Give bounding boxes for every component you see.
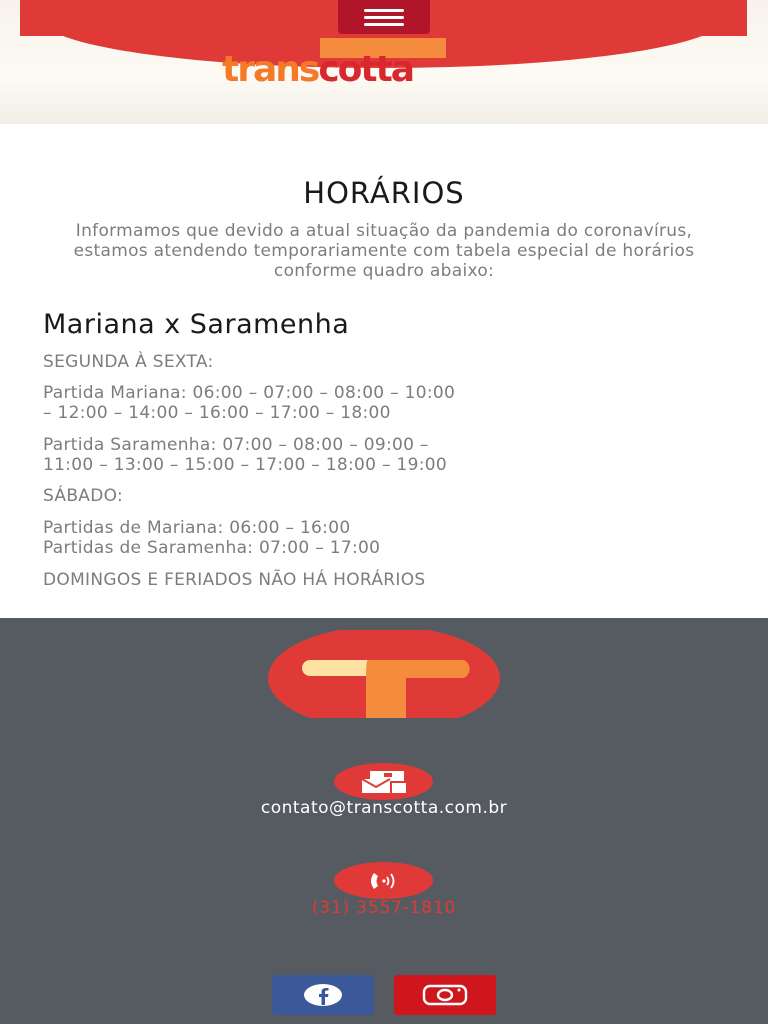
brand-part-1: trans [222,49,319,90]
phone-icon-badge [334,862,433,899]
brand-part-2: cotta [318,49,414,90]
intro-text: Informamos que devido a atual situação da pandemia do coronavírus, estamos atendendo temporariamente com tabela especial de horários conforme quadro abaixo: [73,221,695,281]
site-header [0,0,768,124]
email-icon-badge [334,763,433,800]
hamburger-icon [364,9,404,12]
weekday-saramenha-line-2: 11:00 – 13:00 – 15:00 – 17:00 – 18:00 – 19:00 [43,455,447,475]
weekday-label: SEGUNDA À SEXTA: [43,352,214,372]
brand-logo[interactable] [222,49,414,90]
weekday-mariana-line-2: – 12:00 – 14:00 – 16:00 – 17:00 – 18:00 [43,403,391,423]
transcotta-t-logo-icon [268,630,500,718]
sunday-note: DOMINGOS E FERIADOS NÃO HÁ HORÁRIOS [43,570,426,590]
hamburger-icon-line [364,16,404,19]
phone-link[interactable]: (31) 3557-1810 [311,898,457,918]
instagram-icon [422,984,468,1006]
route-title: Mariana x Saramenha [43,309,350,340]
site-footer [0,618,768,1024]
facebook-icon [304,983,342,1007]
page-title: HORÁRIOS [303,176,465,210]
phone-icon [364,869,404,893]
saturday-label: SÁBADO: [43,486,124,506]
saturday-mariana: Partidas de Mariana: 06:00 – 16:00 [43,518,351,538]
saturday-saramenha: Partidas de Saramenha: 07:00 – 17:00 [43,538,381,558]
facebook-button[interactable] [272,975,374,1015]
menu-button[interactable] [338,0,430,34]
instagram-button[interactable] [394,975,496,1015]
weekday-mariana-line-1: Partida Mariana: 06:00 – 07:00 – 08:00 – 10:00 [43,383,456,403]
hamburger-icon-line [364,23,404,26]
weekday-saramenha-line-1: Partida Saramenha: 07:00 – 08:00 – 09:00 – [43,435,429,455]
email-icon [358,769,410,795]
email-link[interactable]: contato@transcotta.com.br [260,798,508,818]
